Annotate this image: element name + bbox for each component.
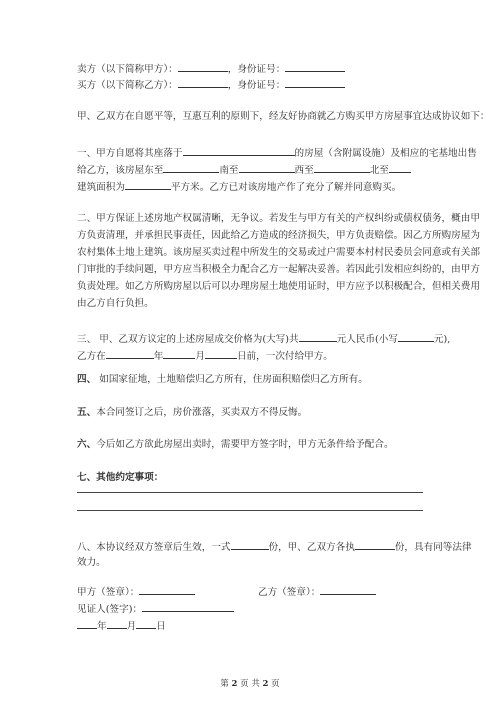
clause1-line2	[77, 162, 411, 177]
witness-label: 见证人(签字)：	[77, 604, 143, 615]
seller-id-blank[interactable]	[285, 61, 345, 72]
clause3-text-d: 乙方在	[77, 351, 106, 362]
clause3-text-f: 月	[195, 351, 205, 362]
pay-day-blank[interactable]	[205, 348, 237, 359]
buyer-label: 买方（以下简称乙方）：	[77, 80, 178, 91]
clause3-text-b: 元人民币(小写	[336, 334, 398, 345]
seller-label: 卖方（以下简称甲方）：	[77, 64, 178, 75]
clause6	[77, 438, 394, 451]
page-label-c: 页	[271, 679, 280, 689]
buyer-id-label: ，身份证号：	[227, 80, 286, 91]
seller-name-blank[interactable]	[178, 61, 228, 72]
clause2-line: 负责处理。如乙方所购房屋以后可以办理房屋土地使用证时，甲方应予以积极配合，但相关费用	[77, 281, 480, 292]
clause8-text-c: 份，具有同等法律	[394, 542, 472, 553]
pay-year-blank[interactable]	[106, 348, 154, 359]
buyer-id-blank[interactable]	[285, 77, 345, 88]
party-a-signature	[77, 584, 195, 599]
copies-each-blank[interactable]	[355, 539, 395, 550]
clause5	[77, 406, 307, 419]
other-terms-line-2[interactable]	[77, 510, 423, 511]
clause1-text-g: 建筑面积为	[77, 182, 125, 193]
price-words-blank[interactable]	[299, 331, 337, 342]
party-b-signature-blank[interactable]	[320, 584, 376, 595]
party-a-label: 甲方（签章）：	[77, 587, 140, 598]
clause8-text-a: 八、本协议经双方签章后生效，一式	[77, 542, 231, 553]
year-label: 年	[97, 621, 107, 632]
clause7-title: 七、其他约定事项：	[77, 472, 164, 483]
sign-day-blank[interactable]	[136, 618, 156, 629]
clause3-text-g: 日前，一次付给甲方。	[236, 351, 333, 362]
seller-line	[77, 61, 345, 76]
south-blank[interactable]	[239, 162, 295, 173]
party-b-signature	[258, 584, 376, 599]
page-label-b: 页 共	[240, 679, 260, 689]
location-blank[interactable]	[183, 145, 295, 156]
clause4	[77, 373, 368, 386]
sign-year-blank[interactable]	[77, 618, 97, 629]
clause1-text-c: 给乙方，该房屋东至	[77, 165, 164, 176]
day-label: 日	[156, 621, 166, 632]
clause6-number: 六、	[77, 439, 97, 450]
clause4-text: 如国家征地，土地赔偿归乙方所有，住房面积赔偿归乙方所有。	[96, 374, 368, 385]
clause3-line2	[77, 348, 333, 363]
east-blank[interactable]	[163, 162, 219, 173]
clause1-line1	[77, 145, 477, 160]
page-current: 2	[231, 679, 238, 689]
party-a-signature-blank[interactable]	[139, 584, 195, 595]
clause2-line: 方负责清理，并承担民事责任，因此给乙方造成的经济损失，甲方负责赔偿。因乙方所购房屋为	[77, 230, 480, 241]
clause8-line2: 效力。	[77, 557, 106, 568]
clause4-number: 四、	[77, 374, 97, 385]
clause1-text-h: 平方米。乙方已对该房地产作了充分了解并同意购买。	[170, 182, 402, 193]
north-blank[interactable]	[389, 162, 411, 173]
pay-month-blank[interactable]	[163, 348, 195, 359]
sign-month-blank[interactable]	[107, 618, 127, 629]
clause1-text-d: 南至	[219, 165, 239, 176]
clause5-text: 本合同签订之后，房价涨落，买卖双方不得反悔。	[96, 407, 308, 418]
seller-id-label: ，身份证号：	[227, 64, 286, 75]
price-figures-blank[interactable]	[398, 331, 434, 342]
intro-text: 甲、乙双方在自愿平等，互惠互利的原则下，经友好协商就乙方购买甲方房屋事宜达成协议如下：	[77, 111, 490, 122]
page-label-a: 第	[220, 679, 229, 689]
clause3-text-a: 三、 甲、乙双方议定的上述房屋成交价格为(大写)共	[77, 334, 299, 345]
clause2-line: 由乙方自行负担。	[77, 298, 154, 309]
clause2-line: 农村集体土地上建筑。该房屋买卖过程中所发生的交易或过户需要本村村民委员会同意或有关部	[77, 247, 480, 258]
area-blank[interactable]	[125, 179, 171, 190]
clause1-text-a: 一、甲方自愿将其座落于	[77, 148, 183, 159]
page-total: 2	[262, 679, 269, 689]
buyer-line	[77, 77, 345, 92]
clause6-text: 今后如乙方欲此房屋出卖时，需要甲方签字时，甲方无条件给予配合。	[96, 439, 394, 450]
clause1-line3	[77, 179, 401, 194]
clause1-text-f: 北至	[369, 165, 389, 176]
page-footer	[0, 677, 500, 689]
clause2-line: 门审批的手续问题，甲方应当积极全力配合乙方一起解决妥善。若因此引发相应纠纷的，由甲方	[77, 264, 480, 275]
party-b-label: 乙方（签章）：	[258, 587, 321, 598]
clause1-text-b: 的房屋（含附属设施）及相应的宅基地出售	[294, 148, 477, 159]
clause3-text-e: 年	[153, 351, 164, 362]
buyer-name-blank[interactable]	[178, 77, 228, 88]
witness-signature	[77, 601, 234, 616]
date-line	[77, 618, 166, 633]
clause2-line: 二、甲方保证上述房地产权属清晰，无争议。若发生与甲方有关的产权纠纷或债权债务，概由甲	[77, 213, 480, 224]
west-blank[interactable]	[314, 162, 370, 173]
clause3-line1	[77, 331, 450, 346]
clause5-number: 五、	[77, 407, 97, 418]
clause8-line1	[77, 539, 472, 554]
clause8-text-b: 份，甲、乙双方各执	[268, 542, 355, 553]
other-terms-line-1[interactable]	[77, 492, 423, 493]
clause1-text-e: 西至	[294, 165, 314, 176]
copies-blank[interactable]	[231, 539, 269, 550]
month-label: 月	[126, 621, 137, 632]
clause3-text-c: 元),	[433, 334, 451, 345]
witness-signature-blank[interactable]	[142, 601, 234, 612]
